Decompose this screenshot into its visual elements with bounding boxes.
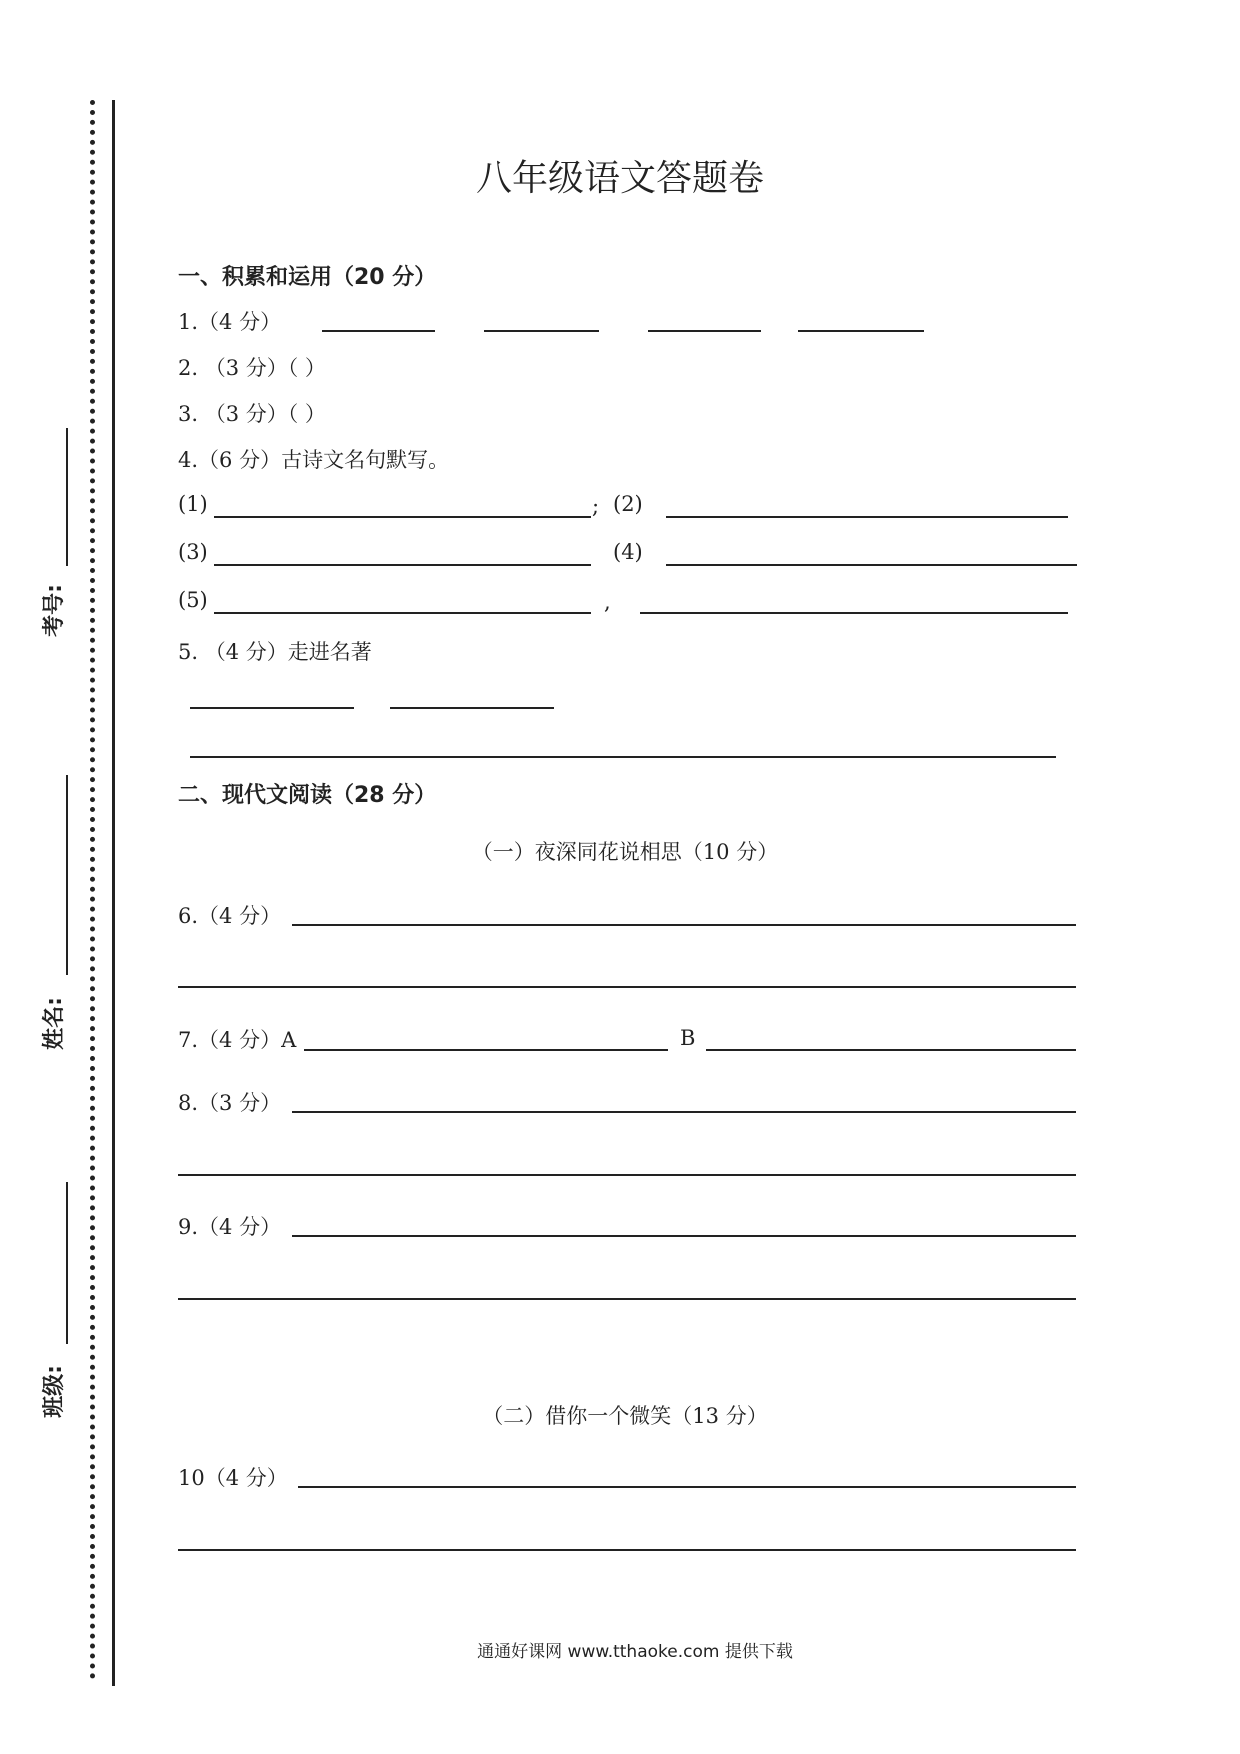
q4-blank-5b[interactable] <box>640 612 1068 614</box>
q4-blank-5a[interactable] <box>214 612 591 614</box>
q6-blank-2[interactable] <box>178 986 1076 988</box>
q1-blank-4[interactable] <box>798 330 924 332</box>
name-label: 姓名: <box>41 997 67 1050</box>
question-8-label: 8.（3 分） <box>178 1091 282 1115</box>
question-7-label: 7.（4 分）A <box>178 1028 297 1052</box>
q7-blank-a[interactable] <box>304 1049 668 1051</box>
exam-number-label: 考号: <box>41 584 67 637</box>
q4-blank-4[interactable] <box>666 564 1077 566</box>
q9-blank-2[interactable] <box>178 1298 1076 1300</box>
q9-blank-1[interactable] <box>292 1235 1076 1237</box>
class-field[interactable] <box>66 1182 68 1344</box>
q5-blank-3[interactable] <box>190 756 1056 758</box>
q4-comma: , <box>604 590 611 614</box>
question-6-label: 6.（4 分） <box>178 904 282 928</box>
q1-blank-1[interactable] <box>322 330 435 332</box>
q4-item-2-label: (2) <box>613 492 643 516</box>
q7-b-label: B <box>680 1026 696 1050</box>
binding-dotted-line <box>90 100 95 1680</box>
q1-blank-3[interactable] <box>648 330 761 332</box>
q4-item-5-label: (5) <box>178 588 208 612</box>
question-3-label[interactable]: 3. （3 分）（ ） <box>178 402 326 426</box>
q7-blank-b[interactable] <box>706 1049 1076 1051</box>
question-9-label: 9.（4 分） <box>178 1215 282 1239</box>
q10-blank-1[interactable] <box>298 1486 1076 1488</box>
q4-item-3-label: (3) <box>178 540 208 564</box>
exam-number-field[interactable] <box>66 428 68 566</box>
q6-blank-1[interactable] <box>292 924 1076 926</box>
q4-item-4-label: (4) <box>613 540 643 564</box>
q5-blank-2[interactable] <box>390 707 554 709</box>
question-4-label: 4.（6 分）古诗文名句默写。 <box>178 448 450 472</box>
class-label: 班级: <box>41 1365 67 1418</box>
passage-2-title: （二）借你一个微笑（13 分） <box>482 1404 768 1428</box>
footer-source: 通通好课网 www.tthaoke.com 提供下载 <box>477 1642 793 1662</box>
section-2-heading: 二、现代文阅读（28 分） <box>178 783 437 808</box>
q8-blank-2[interactable] <box>178 1174 1076 1176</box>
q4-item-1-label: (1) <box>178 492 208 516</box>
page-title: 八年级语文答题卷 <box>475 158 764 199</box>
q4-separator: ; <box>592 494 600 518</box>
q1-blank-2[interactable] <box>484 330 599 332</box>
passage-1-title: （一）夜深同花说相思（10 分） <box>471 840 779 864</box>
question-10-label: 10（4 分） <box>178 1466 288 1490</box>
q4-blank-2[interactable] <box>666 516 1068 518</box>
question-2-label[interactable]: 2. （3 分）（ ） <box>178 356 326 380</box>
q4-blank-1[interactable] <box>214 516 591 518</box>
q4-blank-3[interactable] <box>214 564 591 566</box>
name-field[interactable] <box>66 775 68 975</box>
question-5-label: 5. （4 分）走进名著 <box>178 640 372 664</box>
section-1-heading: 一、积累和运用（20 分） <box>178 265 437 290</box>
binding-solid-line <box>112 100 115 1686</box>
q5-blank-1[interactable] <box>190 707 354 709</box>
q8-blank-1[interactable] <box>292 1111 1076 1113</box>
question-1-label: 1.（4 分） <box>178 310 282 334</box>
q10-blank-2[interactable] <box>178 1549 1076 1551</box>
